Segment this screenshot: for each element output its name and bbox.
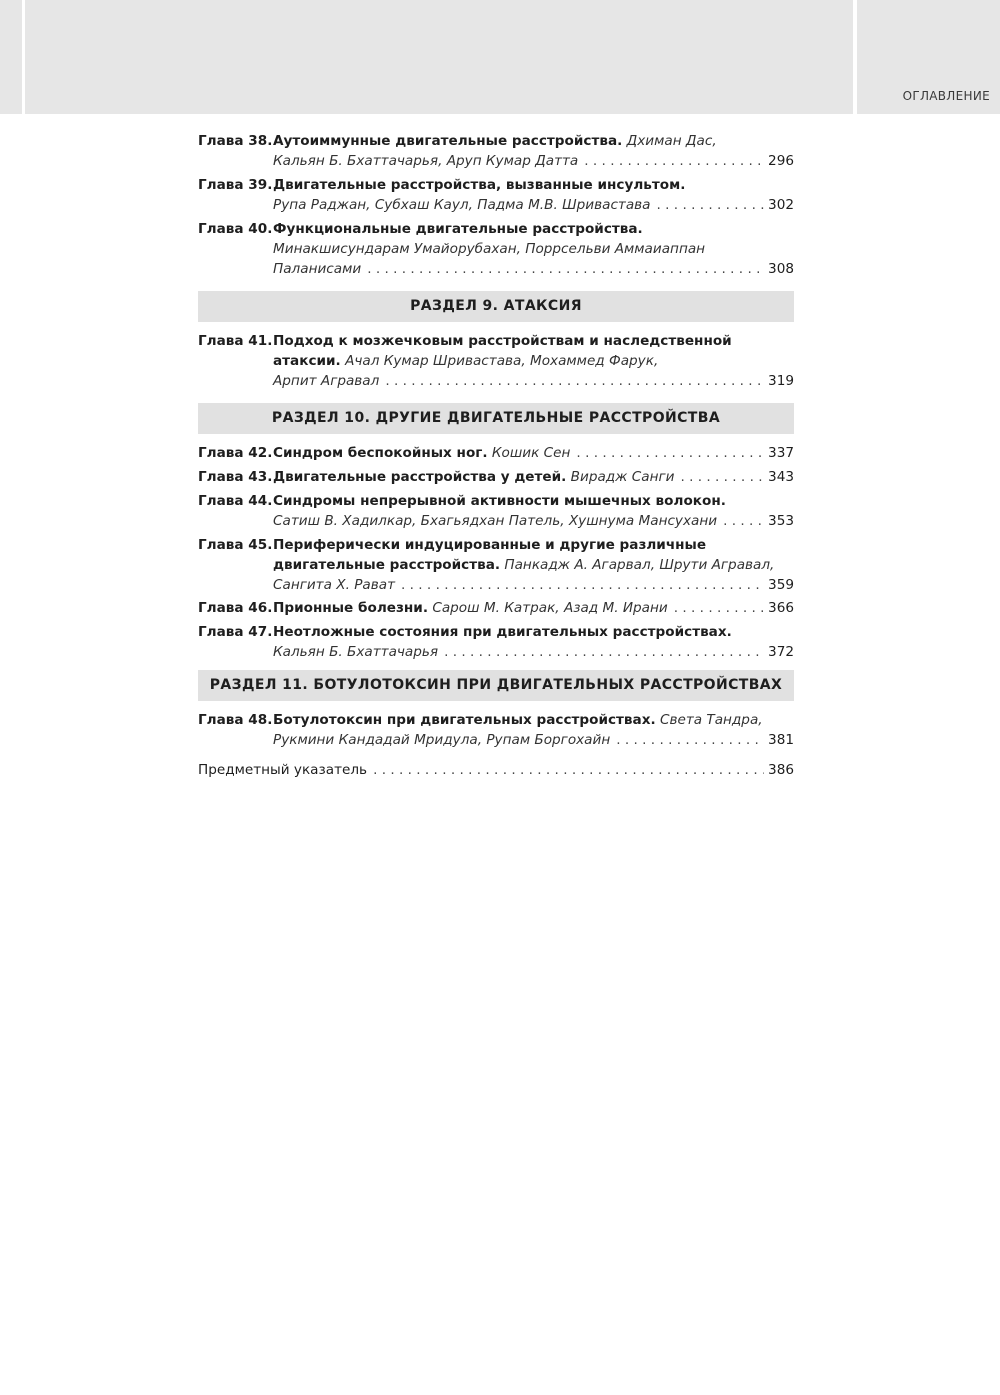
- chapter-title: двигательные расстройства.: [273, 557, 501, 573]
- page-number: 353: [768, 513, 794, 529]
- chapter-label: Глава 43.: [198, 469, 273, 485]
- chapter-authors: Минакшисундарам Умайорубахан, Поррсельви Аммаиаппан: [273, 241, 706, 257]
- chapter-label: Глава 44.: [198, 493, 273, 509]
- header-left-band: [0, 0, 22, 114]
- leader-dots: [576, 443, 764, 463]
- chapter-title: Синдром беспокойных ног.: [273, 445, 488, 461]
- chapter-label: Глава 46.: [198, 600, 273, 616]
- section-header-11[interactable]: РАЗДЕЛ 11. БОТУЛОТОКСИН ПРИ ДВИГАТЕЛЬНЫХ РАССТРОЙСТВАХ: [198, 670, 794, 701]
- page-number: 302: [768, 197, 794, 213]
- chapter-authors: Рупа Раджан, Субхаш Каул, Падма М.В. Шривастава: [273, 197, 651, 213]
- toc-entry-ch45[interactable]: [198, 535, 794, 598]
- chapter-label: Глава 38.: [198, 133, 273, 149]
- toc-entry-ch43[interactable]: [198, 467, 794, 491]
- chapter-label: Глава 48.: [198, 712, 273, 728]
- section-header-9[interactable]: РАЗДЕЛ 9. АТАКСИЯ: [198, 291, 794, 322]
- chapter-authors: Кошик Сен: [491, 445, 571, 461]
- leader-dots: [616, 730, 764, 750]
- page-number: 337: [768, 445, 794, 461]
- chapter-title: Неотложные состояния при двигательных расстройствах.: [273, 624, 732, 640]
- chapter-title: Двигательные расстройства у детей.: [273, 469, 567, 485]
- chapter-title: Синдромы непрерывной активности мышечных волокон.: [273, 493, 726, 509]
- toc-entry-ch40[interactable]: [198, 219, 794, 282]
- toc-entry-ch42[interactable]: [198, 443, 794, 467]
- leader-dots: [723, 511, 764, 531]
- chapter-authors: Ачал Кумар Шривастава, Мохаммед Фарук,: [345, 353, 659, 369]
- chapter-authors: Кальян Б. Бхаттачарья, Аруп Кумар Датта: [273, 153, 579, 169]
- chapter-authors: Панкадж А. Агарвал, Шрути Агравал,: [504, 557, 775, 573]
- index-label: Предметный указатель: [198, 762, 368, 778]
- chapter-label: Глава 45.: [198, 537, 273, 553]
- header-band: [25, 0, 853, 114]
- toc-entry-ch47[interactable]: [198, 622, 794, 666]
- chapter-label: Глава 41.: [198, 333, 273, 349]
- leader-dots: [373, 760, 764, 780]
- chapter-title: Функциональные двигательные расстройства.: [273, 221, 643, 237]
- chapter-authors: Вирадж Санги: [570, 469, 675, 485]
- running-header-title: ОГЛАВЛЕНИЕ: [902, 89, 990, 103]
- page-number: 372: [768, 644, 794, 660]
- toc-entry-ch48[interactable]: [198, 710, 794, 760]
- leader-dots: [657, 195, 765, 215]
- chapter-authors: Света Тандра,: [659, 712, 763, 728]
- toc-entry-index[interactable]: [198, 760, 794, 780]
- chapter-title: Ботулотоксин при двигательных расстройствах.: [273, 712, 656, 728]
- page-number: 359: [768, 577, 794, 593]
- chapter-label: Глава 42.: [198, 445, 273, 461]
- toc-entry-ch39[interactable]: [198, 175, 794, 219]
- chapter-title: Двигательные расстройства, вызванные инсультом.: [273, 177, 686, 193]
- leader-dots: [674, 598, 764, 618]
- chapter-label: Глава 40.: [198, 221, 273, 237]
- chapter-authors: Сатиш В. Хадилкар, Бхагьядхан Патель, Хушнума Мансухани: [273, 513, 718, 529]
- page-number: 386: [768, 762, 794, 778]
- chapter-authors: Арпит Агравал: [273, 373, 380, 389]
- leader-dots: [401, 575, 764, 595]
- chapter-authors: Дхиман Дас,: [626, 133, 717, 149]
- page-number: 366: [768, 600, 794, 616]
- chapter-label: Глава 39.: [198, 177, 273, 193]
- toc-entry-ch38[interactable]: [198, 131, 794, 175]
- toc-entry-ch41[interactable]: [198, 331, 794, 394]
- page-number: 319: [768, 373, 794, 389]
- section-header-10[interactable]: РАЗДЕЛ 10. ДРУГИЕ ДВИГАТЕЛЬНЫЕ РАССТРОЙСТВА: [198, 403, 794, 434]
- toc-entry-ch46[interactable]: [198, 598, 794, 622]
- chapter-title: Подход к мозжечковым расстройствам и наследственной: [273, 333, 732, 349]
- chapter-authors: Сангита Х. Рават: [273, 577, 395, 593]
- toc-entry-ch44[interactable]: [198, 491, 794, 535]
- leader-dots: [385, 371, 764, 391]
- chapter-title: Прионные болезни.: [273, 600, 428, 616]
- chapter-title: Периферически индуцированные и другие различные: [273, 537, 707, 553]
- chapter-authors: Паланисами: [273, 261, 362, 277]
- chapter-title: Аутоиммунные двигательные расстройства.: [273, 133, 623, 149]
- chapter-authors: Сарош М. Катрак, Азад М. Ирани: [432, 600, 668, 616]
- leader-dots: [584, 151, 764, 171]
- header-right-band: [857, 0, 1000, 114]
- chapter-authors: Кальян Б. Бхаттачарья: [273, 644, 439, 660]
- page-number: 308: [768, 261, 794, 277]
- page-number: 296: [768, 153, 794, 169]
- leader-dots: [367, 259, 764, 279]
- chapter-authors: Рукмини Кандадай Мридула, Рупам Боргохайн: [273, 732, 611, 748]
- table-of-contents: [198, 131, 794, 780]
- chapter-label: Глава 47.: [198, 624, 273, 640]
- chapter-title: атаксии.: [273, 353, 341, 369]
- page-number: 381: [768, 732, 794, 748]
- leader-dots: [680, 467, 764, 487]
- page-number: 343: [768, 469, 794, 485]
- leader-dots: [444, 642, 764, 662]
